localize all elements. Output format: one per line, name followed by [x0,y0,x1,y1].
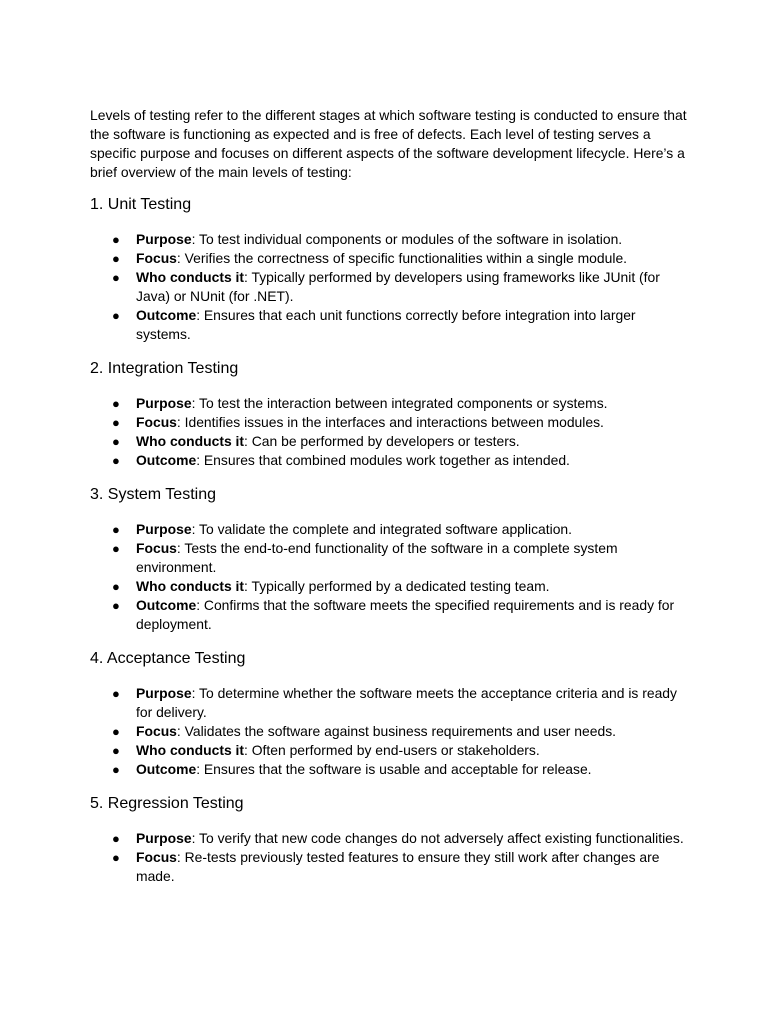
section-heading-regression-testing: 5. Regression Testing [90,795,244,812]
bullet-icon: ● [112,434,120,449]
bullet-icon: ● [112,743,120,758]
item-term: Who conducts it [136,578,245,594]
item-term: Focus [136,849,177,865]
bullet-icon: ● [112,541,120,556]
bullet-icon: ● [112,850,120,865]
list-item [90,249,690,268]
bullet-icon: ● [112,831,120,846]
list-item [90,268,690,306]
item-term: Purpose [136,395,192,411]
acceptance-testing-list [90,684,690,779]
bullet-icon: ● [112,396,120,411]
list-item [90,394,690,413]
item-text: : To verify that new code changes do not adversely affect existing functionalities. [191,830,684,846]
list-item [90,760,690,779]
bullet-icon: ● [112,724,120,739]
list-item [90,684,690,722]
list-item [90,577,690,596]
item-term: Who conducts it [136,433,245,449]
list-item [90,451,690,470]
item-term: Outcome [136,597,197,613]
bullet-icon: ● [112,686,120,701]
list-item [90,829,690,848]
bullet-icon: ● [112,251,120,266]
item-term: Purpose [136,830,192,846]
item-term: Focus [136,540,177,556]
bullet-icon: ● [112,522,120,537]
unit-testing-list [90,230,690,344]
item-term: Outcome [136,761,197,777]
list-item [90,432,690,451]
list-item [90,413,690,432]
bullet-icon: ● [112,762,120,777]
section-heading-acceptance-testing: 4. Acceptance Testing [90,650,246,667]
section-heading-integration-testing: 2. Integration Testing [90,360,239,377]
item-term: Focus [136,414,177,430]
list-item [90,722,690,741]
item-text: : Confirms that the software meets the specified requirements and is ready for deployment. [136,597,675,632]
bullet-icon: ● [112,579,120,594]
item-text: : To determine whether the software meets the acceptance criteria and is ready for delivery. [136,685,677,720]
item-text: : Typically performed by developers using frameworks like JUnit (for Java) or NUnit (for .NET). [136,269,660,304]
intro-paragraph: Levels of testing refer to the different stages at which software testing is conducted to ensure that the software is functioning as expected and is free of defects. Each level of testing serves a specific purpose and focuses on different aspects of the software development lifecycle. Here’s a brief overview of the main levels of testing: [90,107,687,180]
item-text: : To test the interaction between integrated components or systems. [191,395,608,411]
list-item [90,539,690,577]
item-term: Focus [136,250,177,266]
list-item [90,848,690,886]
section-heading-system-testing: 3. System Testing [90,486,216,503]
item-term: Outcome [136,307,197,323]
list-item [90,230,690,249]
item-text: : Often performed by end-users or stakeholders. [244,742,540,758]
item-term: Focus [136,723,177,739]
item-text: : Tests the end-to-end functionality of the software in a complete system environment. [136,540,618,575]
item-text: : Verifies the correctness of specific functionalities within a single module. [176,250,628,266]
list-item [90,306,690,344]
bullet-icon: ● [112,308,120,323]
item-text: : Ensures that the software is usable and acceptable for release. [196,761,592,777]
item-text: : Ensures that each unit functions correctly before integration into larger systems. [136,307,636,342]
item-term: Purpose [136,521,192,537]
item-term: Purpose [136,231,192,247]
integration-testing-list [90,394,690,470]
item-text: : Can be performed by developers or testers. [244,433,520,449]
item-text: : Validates the software against business requirements and user needs. [176,723,617,739]
item-text: : Identifies issues in the interfaces and interactions between modules. [176,414,604,430]
bullet-icon: ● [112,232,120,247]
item-text: : To validate the complete and integrated software application. [191,521,573,537]
bullet-icon: ● [112,453,120,468]
section-heading-unit-testing: 1. Unit Testing [90,196,192,213]
list-item [90,741,690,760]
item-term: Who conducts it [136,269,245,285]
system-testing-list [90,520,690,634]
list-item [90,596,690,634]
item-text: : Ensures that combined modules work together as intended. [196,452,570,468]
item-text: : To test individual components or modules of the software in isolation. [191,231,623,247]
regression-testing-list [90,829,690,886]
item-text: : Re-tests previously tested features to ensure they still work after changes are made. [136,849,660,884]
bullet-icon: ● [112,270,120,285]
item-term: Outcome [136,452,197,468]
item-term: Who conducts it [136,742,245,758]
bullet-icon: ● [112,598,120,613]
list-item [90,520,690,539]
item-term: Purpose [136,685,192,701]
document-page [90,106,690,886]
bullet-icon: ● [112,415,120,430]
item-text: : Typically performed by a dedicated testing team. [244,578,550,594]
